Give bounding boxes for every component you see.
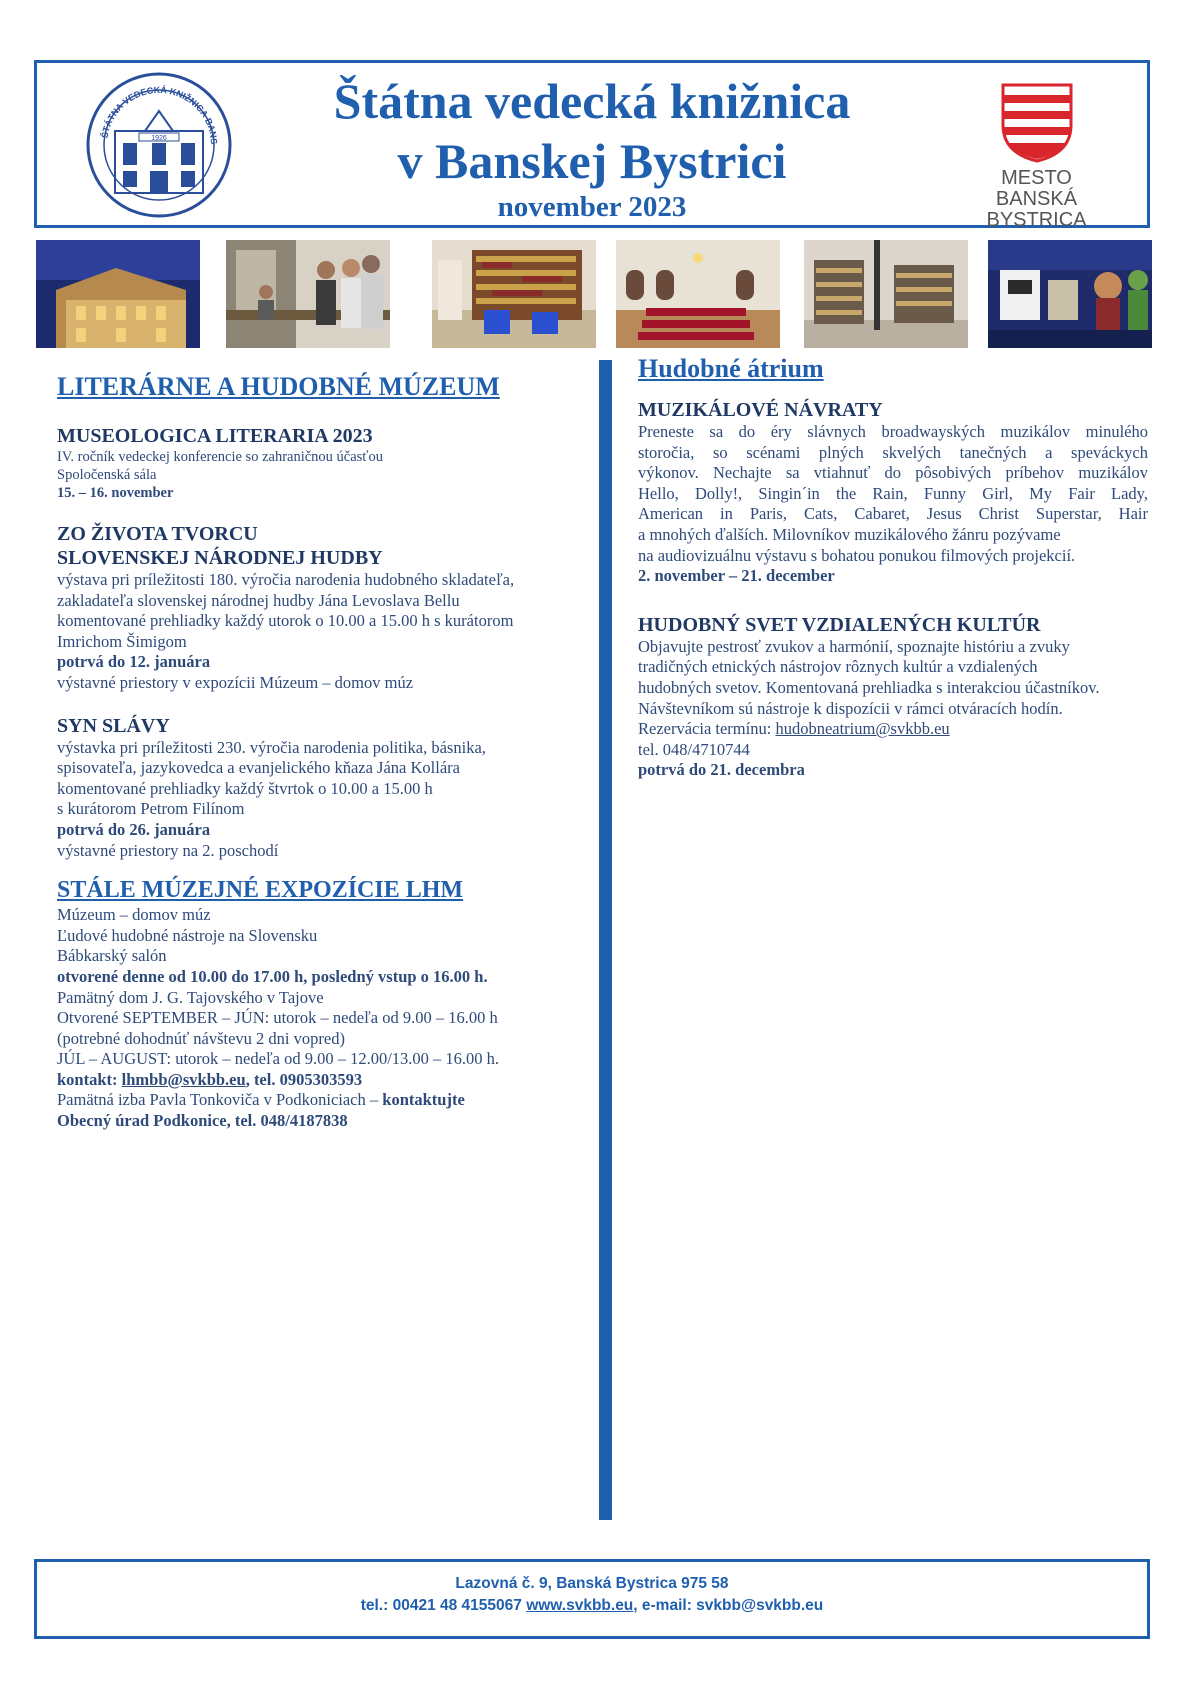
photo-strip <box>36 240 1152 348</box>
column-divider <box>599 360 612 1520</box>
coat-of-arms-icon <box>997 81 1077 163</box>
event-title-bella-2: SLOVENSKEJ NÁRODNEJ HUDBY <box>57 547 383 569</box>
event-text: výstavka pri príležitosti 230. výročia narodenia politika, básnika, <box>57 737 486 757</box>
city-name-line1: MESTO <box>1001 167 1072 189</box>
event-date: potrvá do 26. januára <box>57 819 211 839</box>
logo-ring-text: ŠTÁTNA VEDECKÁ KNIŽNICA BANS <box>99 84 220 145</box>
expo-line: Ľudové hudobné nástroje na Slovensku <box>57 925 318 945</box>
event-text: a mnohých ďalších. Milovníkov muzikálového žánru pozývame <box>638 524 1061 544</box>
photo-reading-room <box>432 240 596 348</box>
footer-contacts <box>37 1597 1147 1615</box>
city-name-line2: BANSKÁ BYSTRICA <box>986 188 1087 231</box>
expo-line <box>57 1090 577 1111</box>
reservation-line <box>638 719 1148 740</box>
event-title-bella-1: ZO ŽIVOTA TVORCU <box>57 523 258 545</box>
event-text: Návštevníkom sú nástroje k dispozícii v rámci otváracích hodín. <box>638 698 1063 718</box>
expo-hours: otvorené denne od 10.00 do 17.00 h, posledný vstup o 16.00 h. <box>57 966 488 986</box>
photo-puppets <box>988 240 1152 348</box>
expo-line: Otvorené SEPTEMBER – JÚN: utorok – nedeľa od 9.00 – 16.00 h <box>57 1008 498 1028</box>
footer-tel: tel.: 00421 48 4155067 <box>360 1597 527 1614</box>
section-title-atrium: Hudobné átrium <box>638 354 824 383</box>
expo-line: JÚL – AUGUST: utorok – nedeľa od 9.00 – 12.00/13.00 – 16.00 h. <box>57 1049 500 1069</box>
footer-address: Lazovná č. 9, Banská Bystrica 975 58 <box>455 1575 729 1592</box>
right-column <box>638 352 1148 781</box>
event-text: storočia, so scénami plných skvelých tanečných a speváckych <box>638 442 1148 462</box>
library-logo <box>85 71 233 219</box>
title-line-2: v Banskej Bystrici <box>397 133 787 189</box>
tonkovic-contact: kontaktujte <box>382 1090 465 1110</box>
photo-building <box>36 240 200 348</box>
event-text: hudobných svetov. Komentovaná prehliadka s interakciou účastníkov. <box>638 677 1100 697</box>
event-place: výstavné priestory na 2. poschodí <box>57 840 279 860</box>
photo-hall <box>616 240 780 348</box>
event-title-museologica: MUSEOLOGICA LITERARIA 2023 <box>57 425 373 447</box>
city-logo <box>944 81 1129 231</box>
event-tel: tel. 048/4710744 <box>638 739 750 759</box>
left-column <box>57 370 577 1132</box>
event-date: 2. november – 21. december <box>638 566 835 586</box>
event-text: komentované prehliadky každý štvrtok o 10.00 a 15.00 h <box>57 778 433 798</box>
title-line-1: Štátna vedecká knižnica <box>333 73 851 129</box>
header-box <box>34 60 1150 231</box>
event-text: Spoločenská sála <box>57 467 157 483</box>
contact-tel: , tel. 0905303593 <box>245 1069 363 1089</box>
event-title-hudobny-svet: HUDOBNÝ SVET VZDIALENÝCH KULTÚR <box>638 613 1041 636</box>
reservation-email-link[interactable]: hudobneatrium@svkbb.eu <box>775 719 950 739</box>
photo-library-shelves <box>804 240 968 348</box>
contact-line <box>57 1070 577 1091</box>
event-date: 15. – 16. november <box>57 485 174 501</box>
event-text: zakladateľa slovenskej národnej hudby Jána Levoslava Bellu <box>57 590 460 610</box>
event-text: spisovateľa, jazykovedca a evanjelického kňaza Jána Kollára <box>57 758 460 778</box>
event-text: Imrichom Šimigom <box>57 631 187 651</box>
event-title-syn-slavy: SYN SLÁVY <box>57 714 170 737</box>
event-text: tradičných etnických nástrojov rôznych kultúr a vzdialených <box>638 657 1038 677</box>
event-text: s kurátorom Petrom Filínom <box>57 799 245 819</box>
event-text: Hello, Dolly!, Singin´in the Rain, Funny Girl, My Fair Lady, <box>638 483 1148 503</box>
event-text: Preneste sa do éry slávnych broadwayských muzikálov minulého <box>638 422 1148 441</box>
logo-year: 1926 <box>151 135 167 142</box>
event-text: výkonov. Nechajte sa vtiahnuť do pôsobivých príbehov muzikálov <box>638 463 1148 483</box>
expo-line: Bábkarský salón <box>57 946 167 966</box>
contact-email-link[interactable]: lhmbb@svkbb.eu <box>121 1069 246 1089</box>
event-title-muzikalove: MUZIKÁLOVÉ NÁVRATY <box>638 399 883 421</box>
footer-box <box>34 1559 1150 1639</box>
event-place: výstavné priestory v expozícii Múzeum – domov múz <box>57 672 414 692</box>
expo-line: Obecný úrad Podkonice, tel. 048/4187838 <box>57 1111 348 1131</box>
title-month: november 2023 <box>497 191 687 223</box>
reservation-label: Rezervácia termínu: <box>638 719 776 739</box>
expo-line: Pamätný dom J. G. Tajovského v Tajove <box>57 987 324 1007</box>
footer-web-link[interactable]: www.svkbb.eu <box>526 1597 634 1614</box>
event-date: potrvá do 12. januára <box>57 652 211 672</box>
page-title <box>287 71 897 224</box>
expo-line: Múzeum – domov múz <box>57 905 211 925</box>
event-text: komentované prehliadky každý utorok o 10.00 a 15.00 h s kurátorom <box>57 611 514 631</box>
event-text: Objavujte pestrosť zvukov a harmónií, spoznajte históriu a zvuky <box>638 636 1070 656</box>
expo-line: (potrebné dohodnúť návštevu 2 dni vopred) <box>57 1028 345 1048</box>
contact-label: kontakt: <box>57 1069 122 1089</box>
event-text: American in Paris, Cats, Cabaret, Jesus Christ Superstar, Hair <box>638 504 1148 524</box>
event-text: IV. ročník vedeckej konferencie so zahraničnou účasťou <box>57 449 384 465</box>
event-date: potrvá do 21. decembra <box>638 760 805 780</box>
footer-email: , e-mail: svkbb@svkbb.eu <box>633 1597 824 1614</box>
event-text: na audiovizuálnu výstavu s bohatou ponukou filmových projekcií. <box>638 545 1076 565</box>
photo-visitors <box>226 240 390 348</box>
event-text: výstava pri príležitosti 180. výročia narodenia hudobného skladateľa, <box>57 570 515 589</box>
tonkovic-text: Pamätná izba Pavla Tonkoviča v Podkoniciach – <box>57 1090 383 1110</box>
section-title-permanent: STÁLE MÚZEJNÉ EXPOZÍCIE LHM <box>57 877 464 904</box>
section-title-museum: LITERÁRNE A HUDOBNÉ MÚZEUM <box>57 372 500 401</box>
